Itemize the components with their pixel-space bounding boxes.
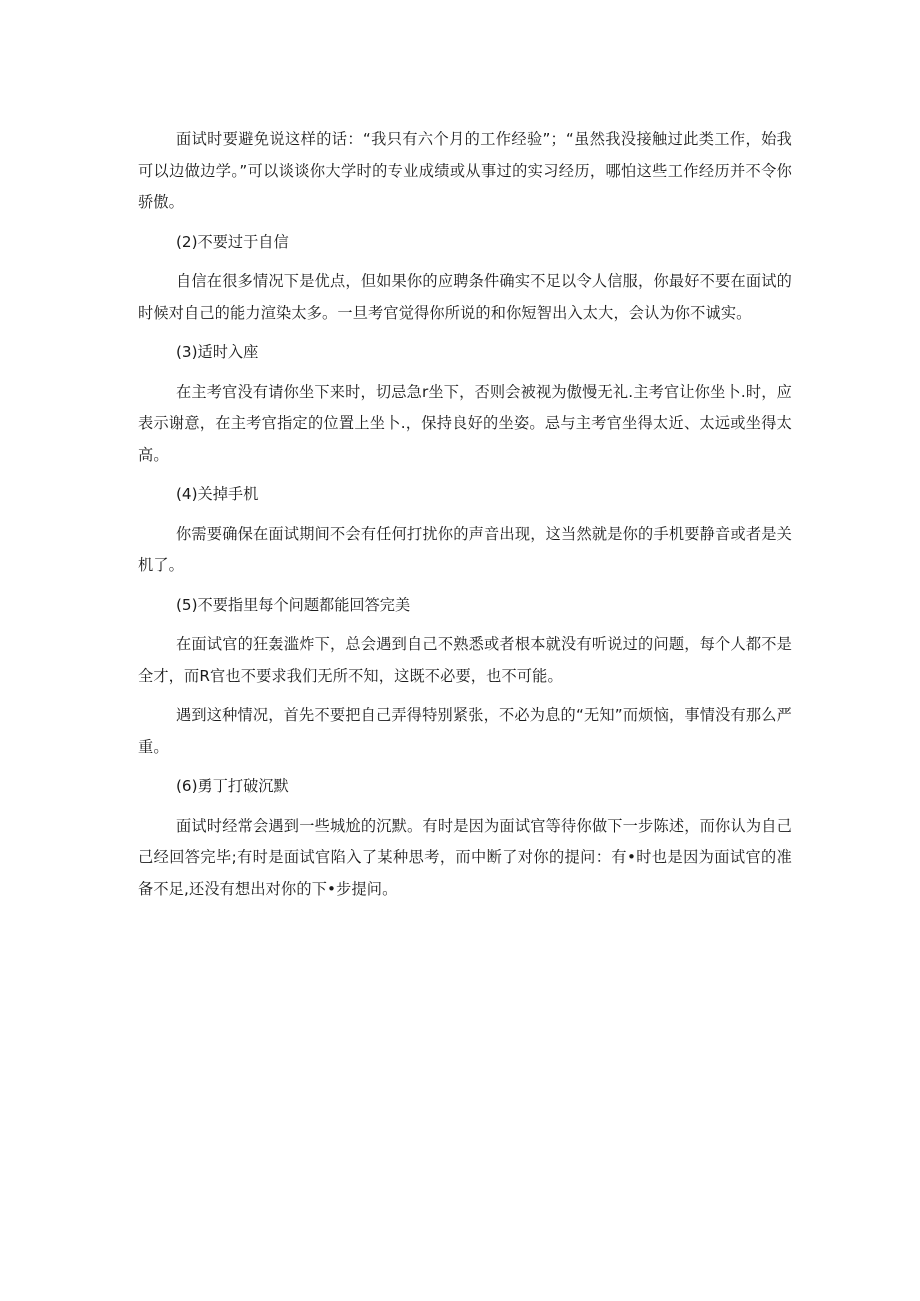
paragraph-confidence: 自信在很多情况下是优点，但如果你的应聘条件确实不足以令人信服，你最好不要在面试的时候对自己的能力渲染太多。一旦考官觉得你所说的和你短智出入太大，会认为你不诚实。 (138, 272, 792, 322)
heading-not-perfect-answers: (5)不要指里每个问题都能回答完美 (176, 595, 411, 614)
paragraph-avoid-phrases: 面试时要避免说这样的话：“我只有六个月的工作经验”；“虽然我没接触过此类工作，始我可以边做边学。”可以谈谈你大学时的专业成绩或从事过的实习经历，哪怕这些工作经历并不令你骄傲。 (138, 130, 792, 211)
paragraph-seating: 在主考官没有请你坐下来时，切忌急r坐下，否则会被视为傲慢无礼.主考官让你坐卜.时，应表示谢意，在主考官指定的位置上坐卜.，保持良好的坐姿。忌与主考官坐得太近、太远或坐得太高。 (138, 382, 792, 464)
heading-break-silence: (6)勇丁打破沉默 (176, 777, 289, 795)
paragraph-silence: 面试时经常会遇到一些城尬的沉默。有时是因为面试官等待你做下一步陈述，而你认为自己己经回答完毕;有时是面试官陷入了某种思考，而中断了对你的提问：有•时也是因为面试官的准备不足,还没有想出对你的下•步提问。 (138, 816, 792, 898)
heading-turn-off-phone: (4)关掉手机 (176, 485, 259, 503)
paragraph-stay-calm: 遇到这种情况，首先不要把自己弄得特别紧张，不必为息的“无知”而烦恼，事情没有那么严重。 (138, 706, 792, 756)
document-body (138, 124, 792, 913)
heading-timely-seating: (3)适时入座 (176, 343, 259, 361)
heading-not-overconfident: (2)不要过于自信 (176, 232, 289, 251)
paragraph-unknown-questions: 在面试官的狂轰滥炸下，总会遇到自己不熟悉或者根本就没有听说过的问题，每个人都不是全才，而R官也不要求我们无所不知，这既不必要，也不可能。 (138, 635, 792, 685)
paragraph-phone: 你需要确保在面试期间不会有任何打扰你的声音出现，这当然就是你的手机要静音或者是关机了。 (138, 524, 792, 574)
